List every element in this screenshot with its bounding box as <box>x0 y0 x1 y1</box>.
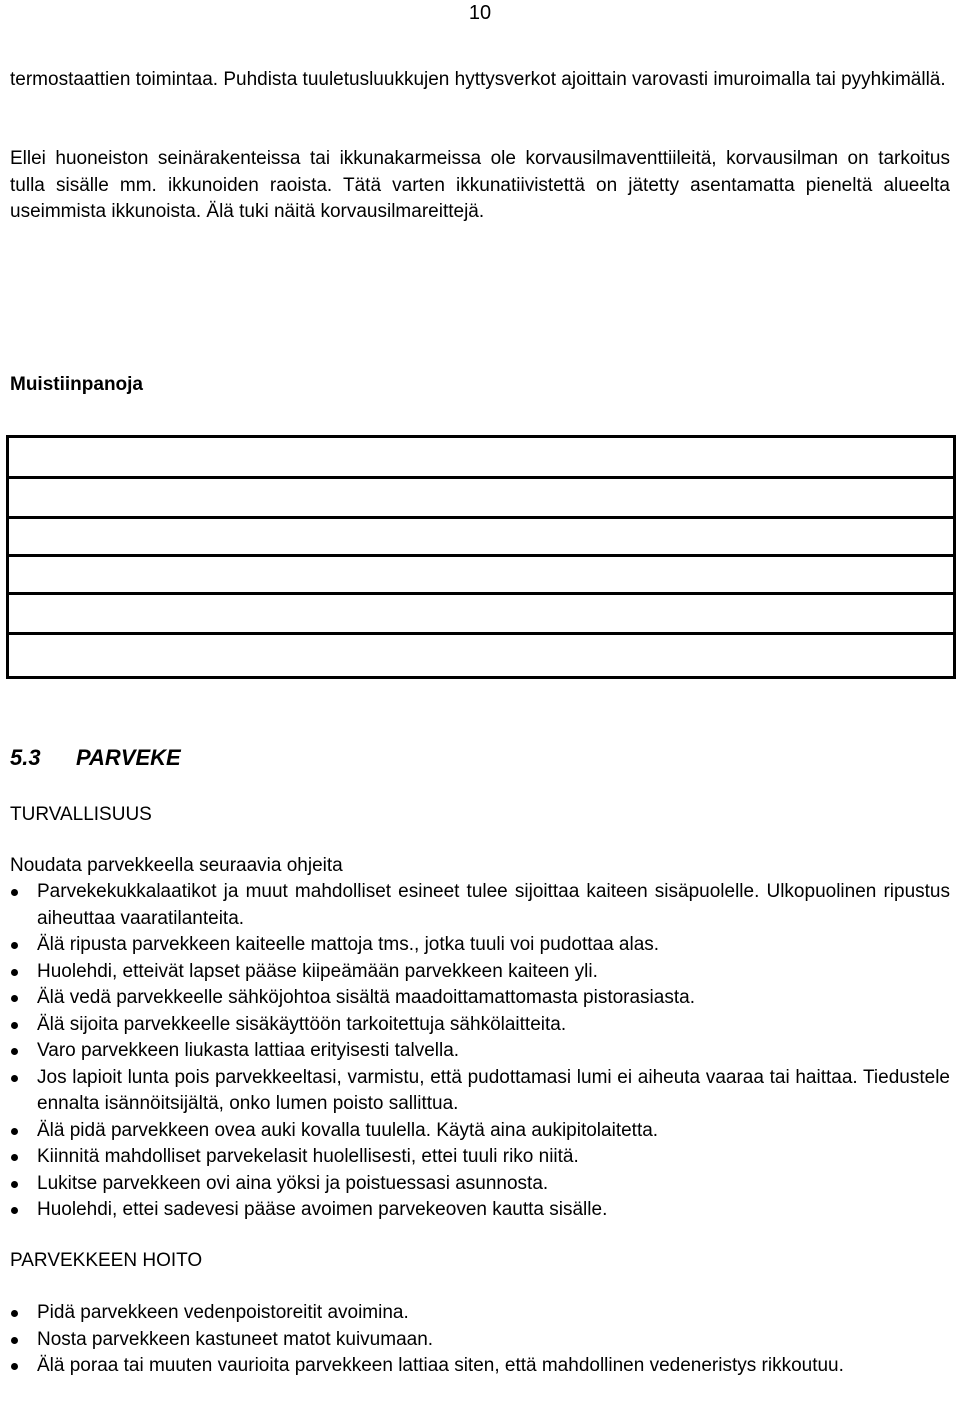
safety-list <box>0 879 950 1224</box>
safety-item: Varo parvekkeen liukasta lattiaa erityisesti talvella. <box>0 1038 950 1065</box>
care-item: Nosta parvekkeen kastuneet matot kuivumaan. <box>0 1327 950 1354</box>
safety-item: Älä sijoita parvekkeelle sisäkäyttöön tarkoitettuja sähkölaitteita. <box>0 1012 950 1039</box>
care-list <box>0 1300 950 1380</box>
section-number: 5.3 <box>10 745 41 770</box>
safety-heading: TURVALLISUUS <box>10 804 152 825</box>
safety-item: Huolehdi, ettei sadevesi pääse avoimen parvekeoven kautta sisälle. <box>0 1197 950 1224</box>
safety-item: Parvekekukkalaatikot ja muut mahdolliset esineet tulee sijoittaa kaiteen sisäpuolelle. Ulkopuolinen ripustus aiheuttaa vaaratilanteita. <box>0 879 950 932</box>
safety-item: Lukitse parvekkeen ovi aina yöksi ja poistuessasi asunnosta. <box>0 1171 950 1198</box>
section-heading <box>10 744 181 772</box>
safety-lead: Noudata parvekkeella seuraavia ohjeita <box>10 855 343 876</box>
notes-line <box>9 554 953 557</box>
notes-box <box>6 435 956 679</box>
section-title: PARVEKE <box>76 745 181 770</box>
notes-line <box>9 632 953 635</box>
notes-heading: Muistiinpanoja <box>10 374 143 395</box>
care-heading: PARVEKKEEN HOITO <box>10 1250 203 1271</box>
notes-line <box>9 592 953 595</box>
safety-item: Älä pidä parvekkeen ovea auki kovalla tuulella. Käytä aina aukipitolaitetta. <box>0 1118 950 1145</box>
care-item: Pidä parvekkeen vedenpoistoreitit avoimina. <box>0 1300 950 1327</box>
safety-item: Huolehdi, etteivät lapset pääse kiipeämään parvekkeen kaiteen yli. <box>0 959 950 986</box>
notes-line <box>9 476 953 479</box>
safety-item: Älä vedä parvekkeelle sähköjohtoa sisältä maadoittamattomasta pistorasiasta. <box>0 985 950 1012</box>
page-number: 10 <box>468 2 492 24</box>
intro-paragraph-1: termostaattien toimintaa. Puhdista tuuletusluukkujen hyttysverkot ajoittain varovasti imuroimalla tai pyyhkimällä. <box>10 69 946 90</box>
safety-item: Älä ripusta parvekkeen kaiteelle mattoja tms., jotka tuuli voi pudottaa alas. <box>0 932 950 959</box>
safety-item: Kiinnitä mahdolliset parvekelasit huolellisesti, ettei tuuli riko niitä. <box>0 1144 950 1171</box>
intro-paragraph-2: Ellei huoneiston seinärakenteissa tai ikkunakarmeissa ole korvausilmaventtiileitä, korvausilman on tarkoitus tulla sisälle mm. ikkunoiden raoista. Tätä varten ikkunatiivistettä on jätetty asentamatta pieneltä alueelta useimmista ikkunoista. Älä tuki näitä korvausilmareittejä. <box>10 148 950 222</box>
care-item: Älä poraa tai muuten vaurioita parvekkeen lattiaa siten, että mahdollinen vedeneristys rikkoutuu. <box>0 1353 950 1380</box>
safety-item: Jos lapioit lunta pois parvekkeeltasi, varmistu, että pudottamasi lumi ei aiheuta vaaraa tai haittaa. Tiedustele ennalta isännöitsijältä, onko lumen poisto sallittua. <box>0 1065 950 1118</box>
notes-line <box>9 516 953 519</box>
